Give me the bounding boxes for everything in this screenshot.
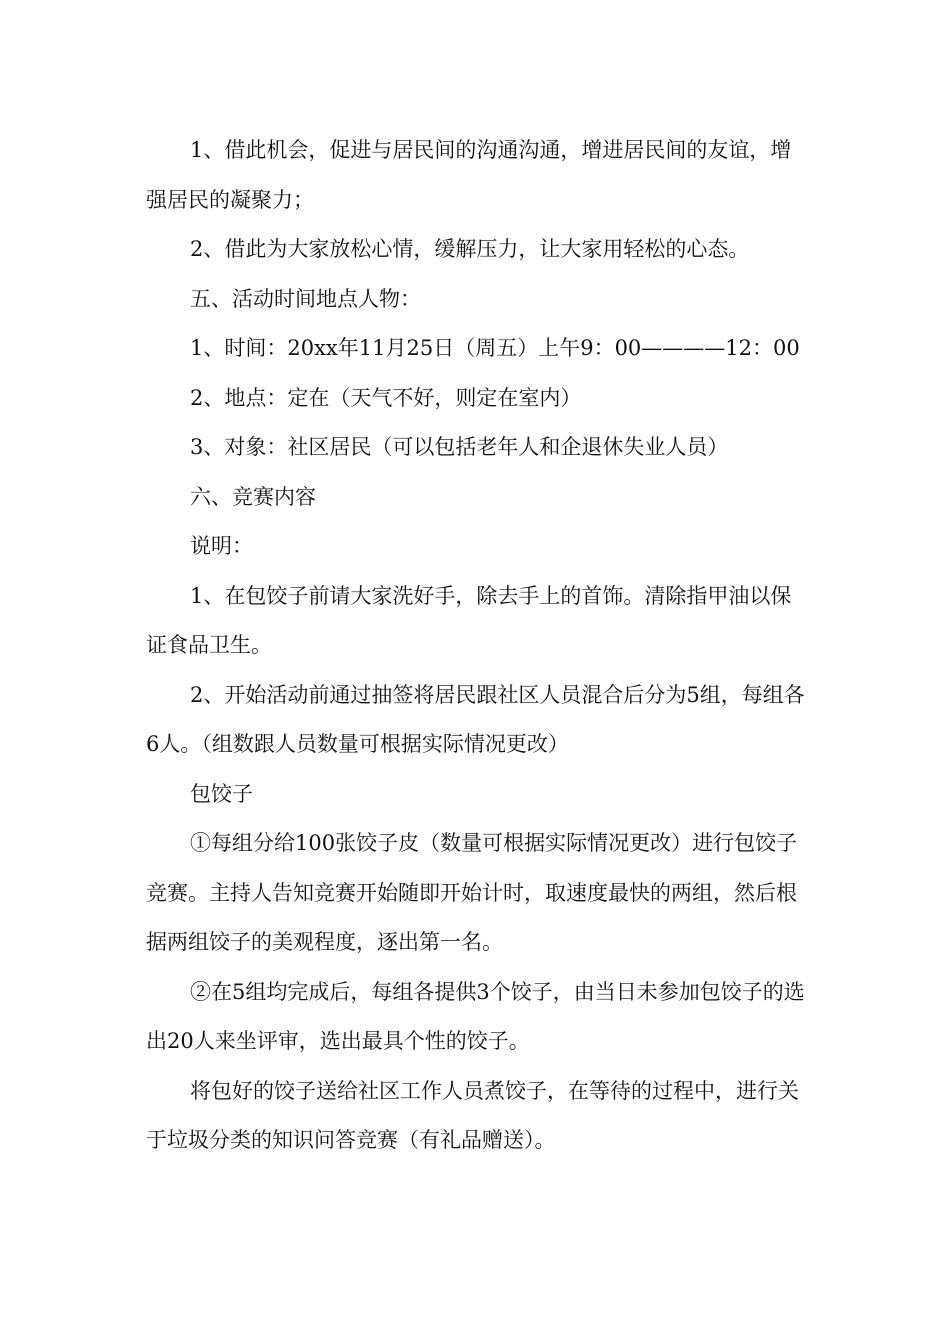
paragraph-place: 2、地点：定在（天气不好，则定在室内） bbox=[190, 385, 582, 410]
section-heading-time-place: 五、活动时间地点人物： bbox=[190, 286, 421, 311]
paragraph-goal-2: 2、借此为大家放松心情，缓解压力，让大家用轻松的心态。 bbox=[190, 237, 750, 261]
paragraph-time: 1、时间：20xx年11月25日（周五）上午9：00————12：00 bbox=[190, 336, 800, 360]
paragraph-audience: 3、对象：社区居民（可以包括老年人和企退休失业人员） bbox=[190, 435, 729, 459]
paragraph-rule-2: ②在5组均完成后，每组各提供3个饺子，由当日未参加包饺子的选出20人来坐评审，选出最具个性的饺子。 bbox=[146, 979, 805, 1053]
paragraph-rule-1: ①每组分给100张饺子皮（数量可根据实际情况更改）进行包饺子竞赛。主持人告知竞赛开始随即开始计时，取速度最快的两组，然后根据两组饺子的美观程度，逐出第一名。 bbox=[146, 831, 798, 954]
paragraph-quiz: 将包好的饺子送给社区工作人员煮饺子，在等待的过程中，进行关于垃圾分类的知识问答竞赛（有礼品赠送）。 bbox=[146, 1078, 799, 1152]
paragraph-hygiene: 1、在包饺子前请大家洗好手，除去手上的首饰。清除指甲油以保证食品卫生。 bbox=[146, 583, 792, 657]
paragraph-grouping: 2、开始活动前通过抽签将居民跟社区人员混合后分为5组，每组各6人。（组数跟人员数量可根据实际情况更改） bbox=[146, 682, 805, 756]
paragraph-note-label: 说明： bbox=[190, 534, 253, 558]
subheading-dumplings: 包饺子 bbox=[190, 781, 253, 806]
section-heading-contest: 六、竞赛内容 bbox=[190, 484, 316, 509]
document-body bbox=[146, 126, 811, 1166]
paragraph-goal-1: 1、借此机会，促进与居民间的沟通沟通，增进居民间的友谊，增强居民的凝聚力； bbox=[146, 138, 792, 212]
